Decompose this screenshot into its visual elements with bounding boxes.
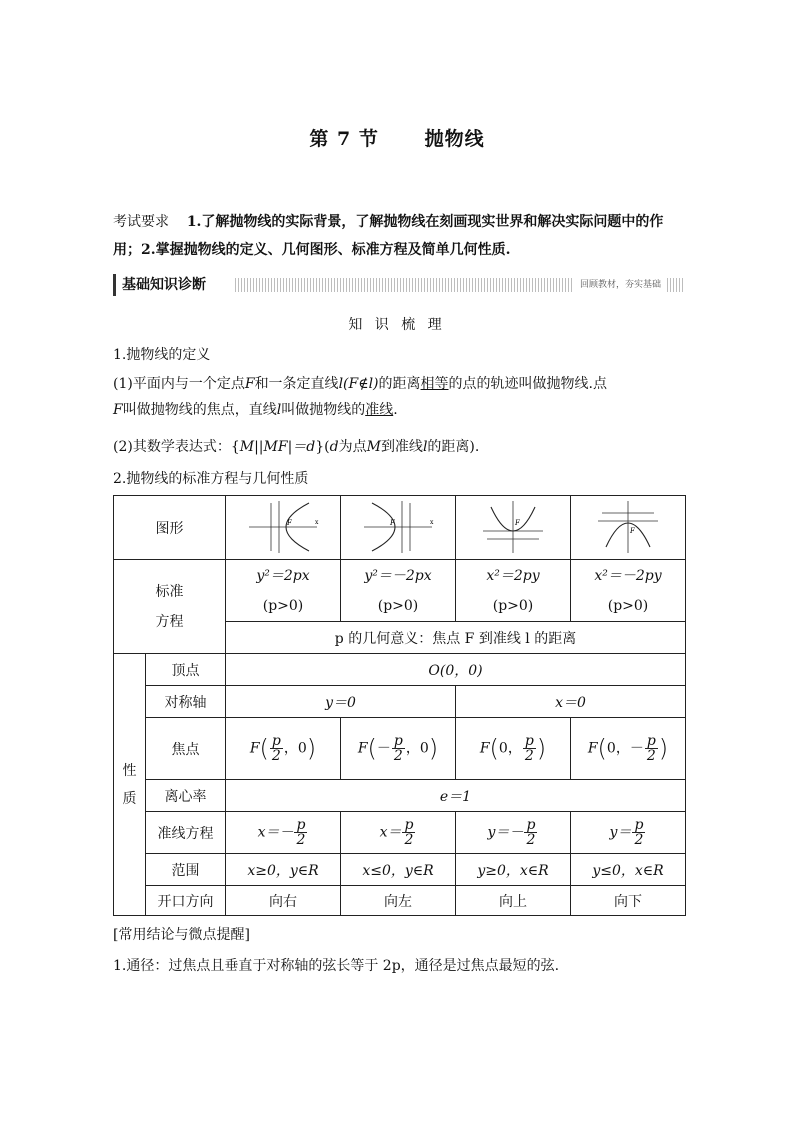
opening-left: 向左 (341, 886, 456, 916)
opening-down: 向下 (571, 886, 686, 916)
focus-down: F(0，－ $\frac{p}{2}$ ) (571, 718, 686, 780)
svg-text:F: F (287, 518, 292, 527)
standard-equation-title: 2.抛物线的标准方程与几何性质 (113, 471, 309, 487)
graph-down (571, 496, 686, 560)
exam-requirements (113, 208, 683, 264)
graph-right (226, 496, 341, 560)
label-vertex: 顶点 (146, 654, 226, 686)
label-focus: 焦点 (146, 718, 226, 780)
label-standard-equation: 标准 方程 (114, 560, 226, 654)
graph-up (456, 496, 571, 560)
equation-up: x²＝2py (p>0) (456, 560, 571, 622)
row-range (114, 854, 686, 886)
svg-text:x: x (315, 518, 319, 526)
banner-subtitle: 回顾教材，夯实基础 (574, 277, 667, 293)
definition-title: 1.抛物线的定义 (113, 347, 211, 363)
banner-title: 基础知识诊断 (113, 274, 212, 296)
directrix-down: y＝ $\frac{p}{2}$ (571, 812, 686, 854)
range-up: y≥0，x∈R (456, 854, 571, 886)
section-banner (113, 274, 685, 296)
row-eccentricity (114, 780, 686, 812)
requirements-text: 1.了解抛物线的实际背景，了解抛物线在刻画现实世界和解决实际问题中的作用；2.掌握抛物线的定义、几何图形、标准方程及简单几何性质. (113, 214, 664, 258)
page-title (0, 124, 794, 151)
row-graph (114, 496, 686, 560)
vertex-value: O(0，0) (226, 654, 686, 686)
label-eccentricity: 离心率 (146, 780, 226, 812)
axis-horizontal: y＝0 (226, 686, 456, 718)
graph-left (341, 496, 456, 560)
opening-up: 向上 (456, 886, 571, 916)
directrix-left: x＝ $\frac{p}{2}$ (341, 812, 456, 854)
svg-text:F: F (515, 518, 520, 527)
row-standard-equation (114, 560, 686, 622)
axis-vertical: x＝0 (456, 686, 686, 718)
equation-down: x²＝－2py (p>0) (571, 560, 686, 622)
directrix-up: y＝－ $\frac{p}{2}$ (456, 812, 571, 854)
svg-text:F: F (390, 518, 395, 527)
range-down: y≤0，x∈R (571, 854, 686, 886)
focus-right: F( $\frac{p}{2}$ ，0) (226, 718, 341, 780)
svg-text:F: F (630, 526, 635, 535)
equation-left: y²＝－2px (p>0) (341, 560, 456, 622)
p-meaning: p 的几何意义：焦点 F 到准线 l 的距离 (226, 622, 686, 654)
section-number: 第 7 节 (309, 128, 379, 150)
svg-text:x: x (430, 518, 434, 526)
row-vertex (114, 654, 686, 686)
focus-left: F(－ $\frac{p}{2}$ ，0) (341, 718, 456, 780)
directrix-right: x＝－ $\frac{p}{2}$ (226, 812, 341, 854)
row-axis (114, 686, 686, 718)
row-focus (114, 718, 686, 780)
definition-paragraph-1: (1)平面内与一个定点F和一条定直线l(F∉l)的距离相等的点的轨迹叫做抛物线.点 F叫做抛物线的焦点，直线l叫做抛物线的准线. (113, 376, 607, 418)
opening-right: 向右 (226, 886, 341, 916)
label-range: 范围 (146, 854, 226, 886)
keyword-equal: 相等 (420, 376, 449, 392)
definition-paragraph-2: (2)其数学表达式：{M||MF|＝d}(d为点M到准线l的距离). (113, 439, 480, 455)
focus-up: F(0， $\frac{p}{2}$ ) (456, 718, 571, 780)
label-directrix: 准线方程 (146, 812, 226, 854)
label-graph: 图形 (114, 496, 226, 560)
row-opening (114, 886, 686, 916)
keyword-directrix: 准线 (365, 402, 394, 418)
range-left: x≤0，y∈R (341, 854, 456, 886)
label-axis: 对称轴 (146, 686, 226, 718)
requirements-label: 考试要求 (113, 214, 169, 230)
knowledge-heading: 知 识 梳 理 (348, 317, 446, 333)
notes-heading: [常用结论与微点提醒] (113, 927, 250, 943)
row-directrix (114, 812, 686, 854)
note-item-1: 1.通径：过焦点且垂直于对称轴的弦长等于 2p，通径是过焦点最短的弦. (113, 958, 560, 974)
eccentricity-value: e＝1 (226, 780, 686, 812)
parabola-property-table (113, 495, 686, 916)
section-topic: 抛物线 (424, 128, 485, 150)
equation-right: y²＝2px (p>0) (226, 560, 341, 622)
range-right: x≥0，y∈R (226, 854, 341, 886)
label-opening: 开口方向 (146, 886, 226, 916)
label-properties: 性 质 (114, 654, 146, 916)
